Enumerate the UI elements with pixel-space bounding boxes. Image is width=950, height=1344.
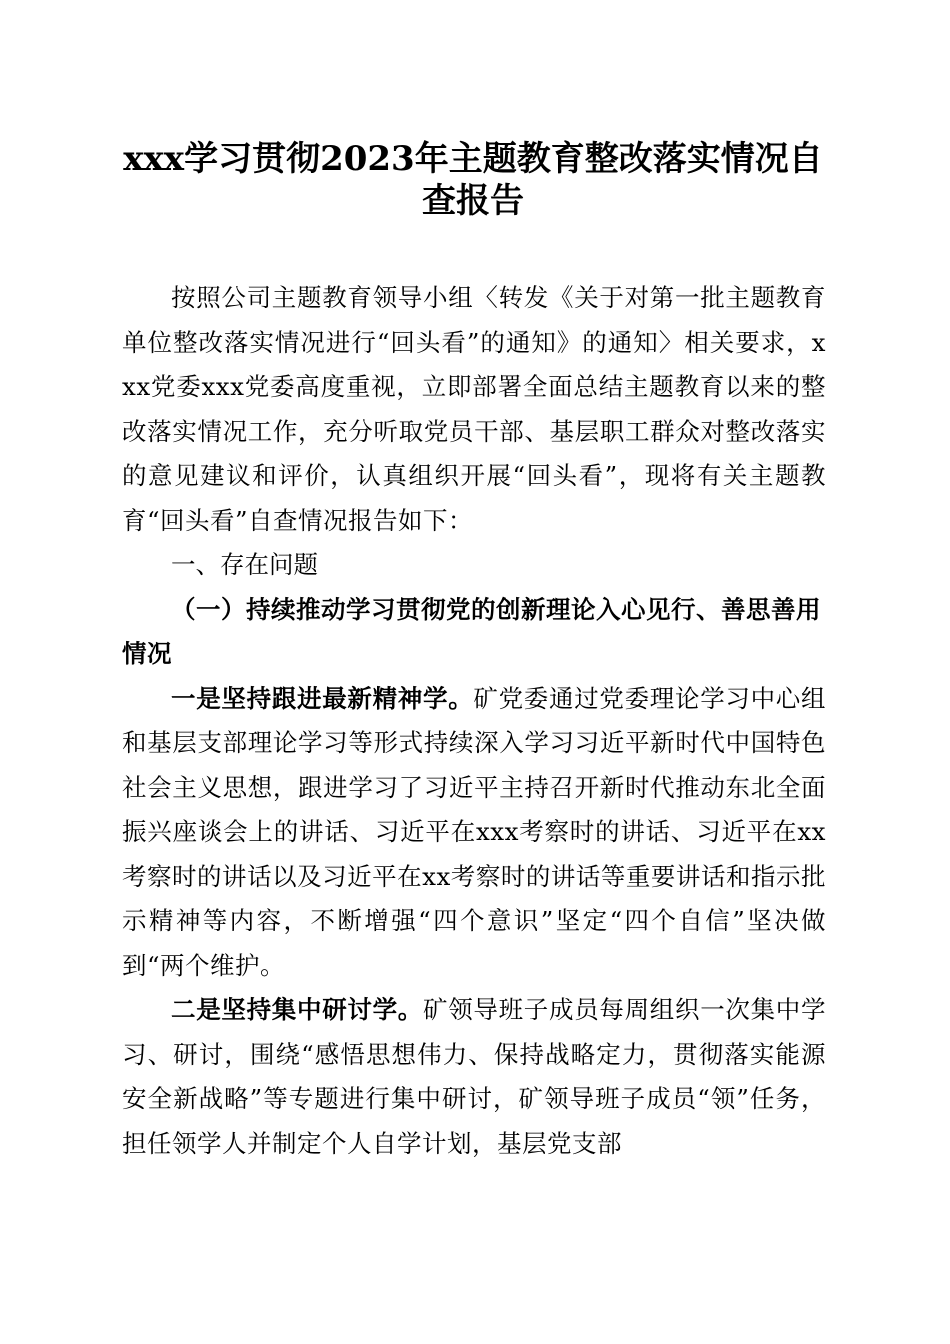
paragraph-lead: 二是坚持集中研讨学。 [171,995,423,1024]
document-title: xxx学习贯彻2023年主题教育整改落实情况自查报告 [123,139,823,221]
document-body [122,276,826,1166]
section-heading-1: 一、存在问题 [171,550,318,579]
paragraph-lead: 一是坚持跟进最新精神学。 [171,683,474,713]
paragraph-text: 矿党委通过党委理论学习中心组和基层支部理论学习等形式持续深入学习习近平新时代中国特色社会主义思想，跟进学习了习近平主持召开新时代推动东北全面振兴座谈会上的讲话、习近平在xxx考察时的讲话、习近平在xx考察时的讲话以及习近平在xx考察时的讲话等重要讲话和指示批示精神等内容，不断增强“四个意识”坚定“四个自信”坚决做到“两个维护。 [122,683,827,980]
intro-paragraph: 按照公司主题教育领导小组〈转发《关于对第一批主题教育单位整改落实情况进行“回头看”的通知》的通知〉相关要求，xxx党委xxx党委高度重视，立即部署全面总结主题教育以来的整改落实情况工作，充分听取党员干部、基层职工群众对整改落实的意见建议和评价，认真组织开展“回头看”，现将有关主题教育“回头看”自查情况报告如下： [122,283,826,535]
paragraph-text: 矿领导班子成员每周组织一次集中学习、研讨，围绕“感悟思想伟力、保持战略定力，贯彻落实能源安全新战略”等专题进行集中研讨，矿领导班子成员“领”任务，担任领学人并制定个人自学计划，基层党支部 [122,995,826,1158]
body-paragraph-1 [122,677,826,989]
body-paragraph-2 [122,988,826,1166]
subsection-heading-1: （一）持续推动学习贯彻党的创新理论入心见行、善思善用情况 [122,594,821,668]
